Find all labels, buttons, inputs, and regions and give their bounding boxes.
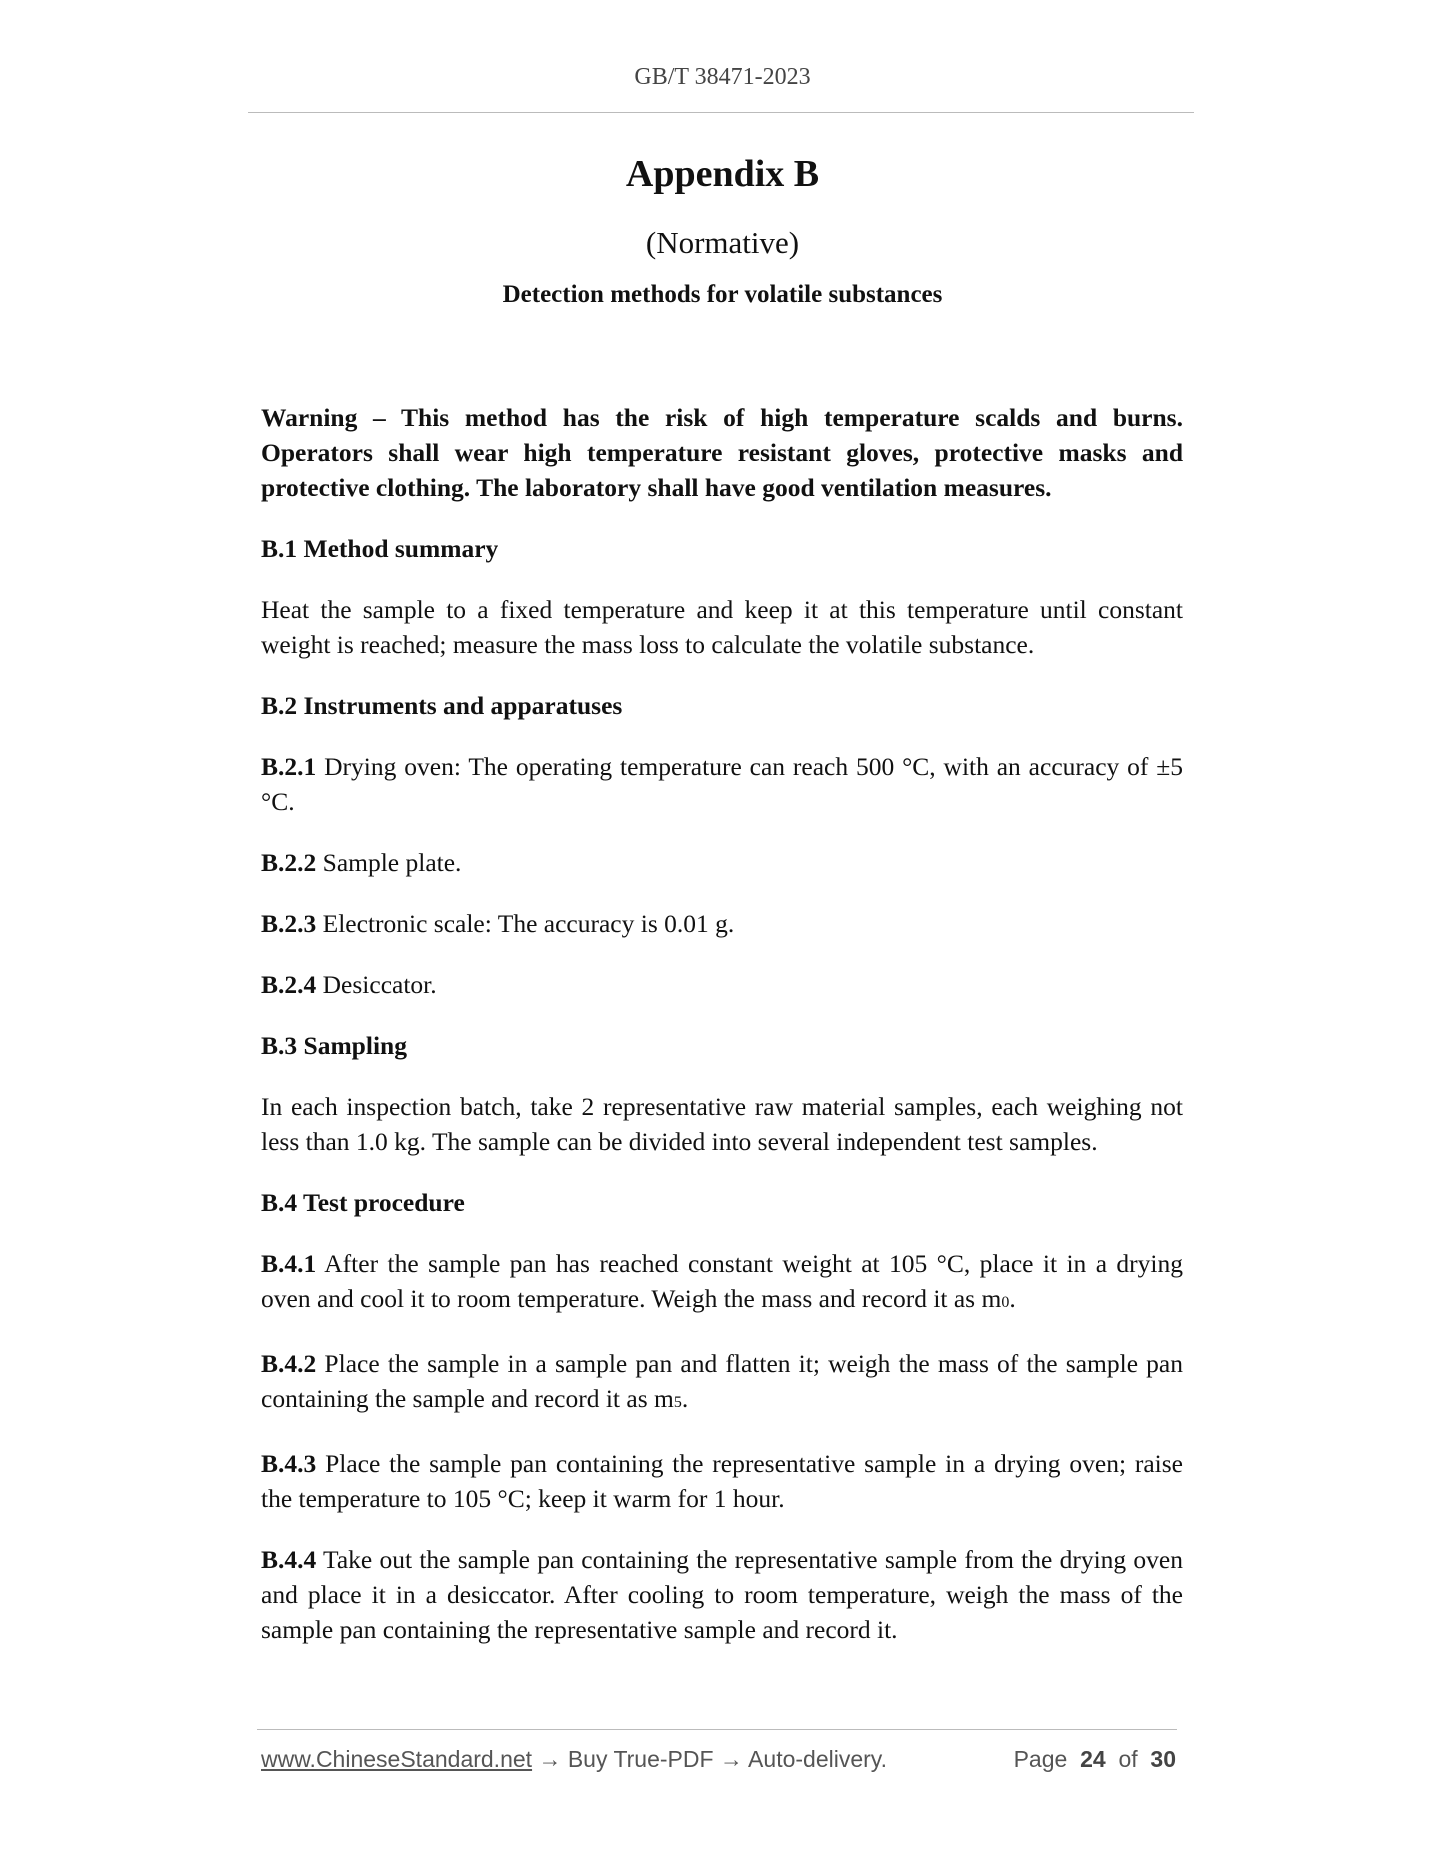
subscript: 5 [673, 1394, 682, 1411]
appendix-title: Appendix B [625, 153, 820, 195]
clause-b2-4 [261, 967, 1183, 1002]
clause-tail: . [1009, 1284, 1016, 1313]
clause-b4-4 [261, 1542, 1183, 1647]
footer-promo [261, 1746, 887, 1773]
page-total: 30 [1150, 1746, 1176, 1772]
clause-text: Sample plate. [316, 848, 462, 877]
clause-number: B.2.3 [261, 909, 317, 938]
clause-text: Place the sample in a sample pan and flatten it; weigh the mass of the sample pan containing the sample and record it as m [261, 1349, 1183, 1413]
page-current: 24 [1080, 1746, 1106, 1772]
clause-b4-1 [261, 1246, 1183, 1320]
page-of: of [1118, 1746, 1138, 1772]
clause-b4-3 [261, 1446, 1183, 1516]
clause-number: B.4.1 [261, 1249, 317, 1278]
appendix-type: (Normative) [645, 225, 800, 260]
clause-text: Drying oven: The operating temperature can reach 500 °C, with an accuracy of ±5 °C. [261, 752, 1183, 816]
clause-b2-3 [261, 906, 1183, 941]
website-link[interactable]: www.ChineseStandard.net [261, 1746, 533, 1772]
clause-number: B.2.4 [261, 970, 317, 999]
clause-number: B.2.2 [261, 848, 317, 877]
clause-text: Take out the sample pan containing the representative sample from the drying oven and place it in a desiccator. After cooling to room temperature, weigh the mass of the sample pan containing the representative sample and record it. [261, 1545, 1183, 1644]
footer-divider [257, 1729, 1177, 1730]
clause-number: B.4.4 [261, 1545, 317, 1574]
clause-number: B.2.1 [261, 752, 317, 781]
page-footer [261, 1746, 1181, 1780]
clause-b2-2 [261, 845, 1183, 880]
section-text-b3: In each inspection batch, take 2 representative raw material samples, each weighing not less than 1.0 kg. The sample can be divided into several independent test samples. [261, 1092, 1183, 1156]
clause-number: B.4.2 [261, 1349, 317, 1378]
appendix-subtitle: Detection methods for volatile substances [502, 281, 943, 308]
header-divider [248, 112, 1194, 113]
warning-notice: Warning – This method has the risk of high temperature scalds and burns. Operators shall wear high temperature resistant gloves, protective masks and protective clothing. The laboratory shall have good ventilation measures. [261, 403, 1183, 502]
clause-text: Desiccator. [316, 970, 437, 999]
promo-text: → Buy True-PDF → Auto-delivery. [532, 1746, 887, 1772]
clause-text: Place the sample pan containing the representative sample in a drying oven; raise the temperature to 105 °C; keep it warm for 1 hour. [261, 1449, 1183, 1513]
section-heading-b4: B.4 Test procedure [261, 1188, 465, 1217]
clause-text: Electronic scale: The accuracy is 0.01 g. [316, 909, 735, 938]
clause-number: B.4.3 [261, 1449, 317, 1478]
section-heading-b1: B.1 Method summary [261, 534, 499, 563]
page-label: Page [1013, 1746, 1068, 1772]
document-body [261, 400, 1183, 1647]
clause-text: After the sample pan has reached constant weight at 105 °C, place it in a drying oven and cool it to room temperature. Weigh the mass and record it as m [261, 1249, 1183, 1313]
clause-tail: . [681, 1384, 689, 1413]
clause-b4-2 [261, 1346, 1183, 1420]
clause-b2-1 [261, 749, 1183, 819]
subscript: 0 [1001, 1294, 1010, 1311]
section-heading-b3: B.3 Sampling [261, 1031, 407, 1060]
section-heading-b2: B.2 Instruments and apparatuses [261, 691, 623, 720]
page-indicator [1014, 1746, 1176, 1773]
header-standard-code: GB/T 38471-2023 [634, 64, 811, 90]
section-text-b1: Heat the sample to a fixed temperature and keep it at this temperature until constant weight is reached; measure the mass loss to calculate the volatile substance. [261, 595, 1183, 659]
